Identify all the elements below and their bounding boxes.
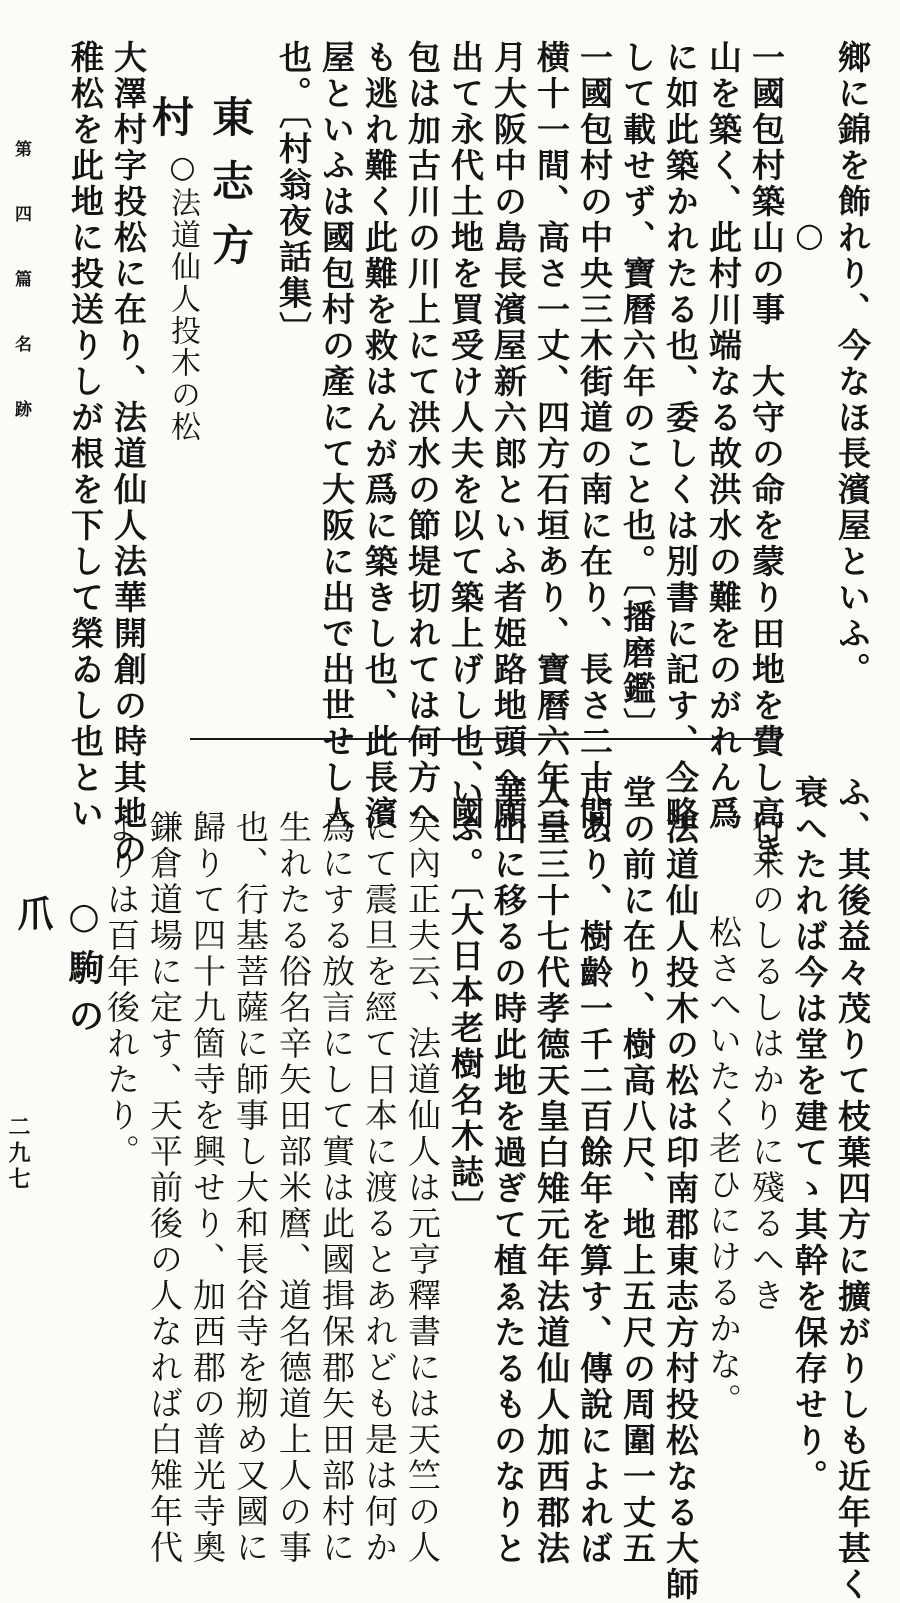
- poem-line: 松さへいたく老ひにけるかな。: [704, 915, 743, 1419]
- text-line: 包は加古川の川上にて洪水の節堤切れては何方へ: [403, 40, 442, 832]
- divider: [190, 738, 768, 740]
- text-line: 出て永代土地を買受け人夫を以て築上げし也、國: [446, 40, 485, 832]
- text-line: 山を築く、此村川端なる故洪水の難をのがれん爲: [704, 40, 743, 832]
- left-text-block: [60, 40, 150, 868]
- text-line: して載せず、寶曆六年のこと也。〔播磨鑑〕: [618, 40, 657, 744]
- page-number: 二九七: [5, 1115, 31, 1193]
- note-line: 也、行基菩薩に師事し大和長谷寺を剏め又國に: [231, 810, 270, 1566]
- note-line: 矢內正夫云、法道仙人は元亨釋書には天竺の人: [403, 810, 442, 1566]
- text-line: 屋といふは國包村の產にて大阪に出で出世せし人: [317, 40, 356, 832]
- text-line: 堂の前に在り、樹高八尺、地上五尺の周圍一丈五: [618, 775, 657, 1567]
- top-text-block: [274, 40, 874, 868]
- text-line: 人皇三十七代孝德天皇白雉元年法道仙人加西郡法: [532, 775, 571, 1567]
- section-title: 東志方村: [146, 95, 255, 287]
- note-line: 歸りて四十九箇寺を興せり、加西郡の普光寺奧: [188, 810, 227, 1566]
- section-heading-komanotsume: ○駒の爪: [12, 895, 105, 1045]
- text-line: 尺あり、樹齡一千二百餘年を算す、傳說によれば: [575, 775, 614, 1567]
- text-line: いふ。〔大日本老樹名木誌〕: [446, 775, 485, 1227]
- text-line: も逃れ難く此難を救はんが爲に築きし也、此長濱: [360, 40, 399, 832]
- note-line: 鎌倉道場に定す、天平前後の人なれば白雉年代: [145, 810, 184, 1566]
- poem-line: 行末のしるしはかりに殘るへき: [747, 810, 786, 1314]
- text-line: 衰へたれば今は堂を建てゝ其幹を保存せり。: [790, 775, 829, 1495]
- text-line: 鄉に錦を飾れり、今なほ長濱屋といふ。: [833, 40, 872, 688]
- text-line: に如此築かれたる也、委しくは別書に記す、今略: [661, 40, 700, 832]
- running-head: 第四篇名跡: [11, 140, 31, 465]
- text-line: 也。〔村翁夜話集〕: [274, 40, 313, 348]
- text-line: 月大阪中の島長濱屋新六郎といふ者姫路地頭へ願: [489, 40, 528, 832]
- circle-separator: ○: [790, 215, 829, 257]
- text-line: 一國包村の中央三木街道の南に在り、長さ二十間、: [575, 40, 614, 868]
- text-line: 華山に移るの時此地を過ぎて植ゑたるものなりと: [489, 775, 528, 1567]
- text-line: 大澤村字投松に在り、法道仙人法華開創の時其地の: [109, 40, 148, 868]
- note-line: 爲にする放言にして實は此國揖保郡矢田部村に: [317, 810, 356, 1566]
- text-line: 横十一間、高さ一丈、四方石垣あり、寶曆六年三: [532, 40, 571, 832]
- bottom-text-block: [102, 775, 874, 1603]
- note-line: よりは百年後れたり。: [102, 810, 141, 1170]
- text-line: 一國包村築山の事 大守の命を蒙り田地を費し高き: [747, 40, 786, 868]
- note-line: 生れたる俗名辛矢田部米麿、道名德道上人の事: [274, 810, 313, 1566]
- text-line: 稚松を此地に投送りしが根を下して榮ゐし也とい: [66, 40, 105, 832]
- text-line: 一法道仙人投木の松は印南郡東志方村投松なる大師: [661, 775, 700, 1603]
- text-line: ふ、其後益々茂りて枝葉四方に擴がりしも近年甚く: [833, 775, 872, 1603]
- note-line: にて震旦を經て日本に渡るとあれども是は何か: [360, 810, 399, 1566]
- subtitle: ○法道仙人投木の松: [165, 150, 200, 443]
